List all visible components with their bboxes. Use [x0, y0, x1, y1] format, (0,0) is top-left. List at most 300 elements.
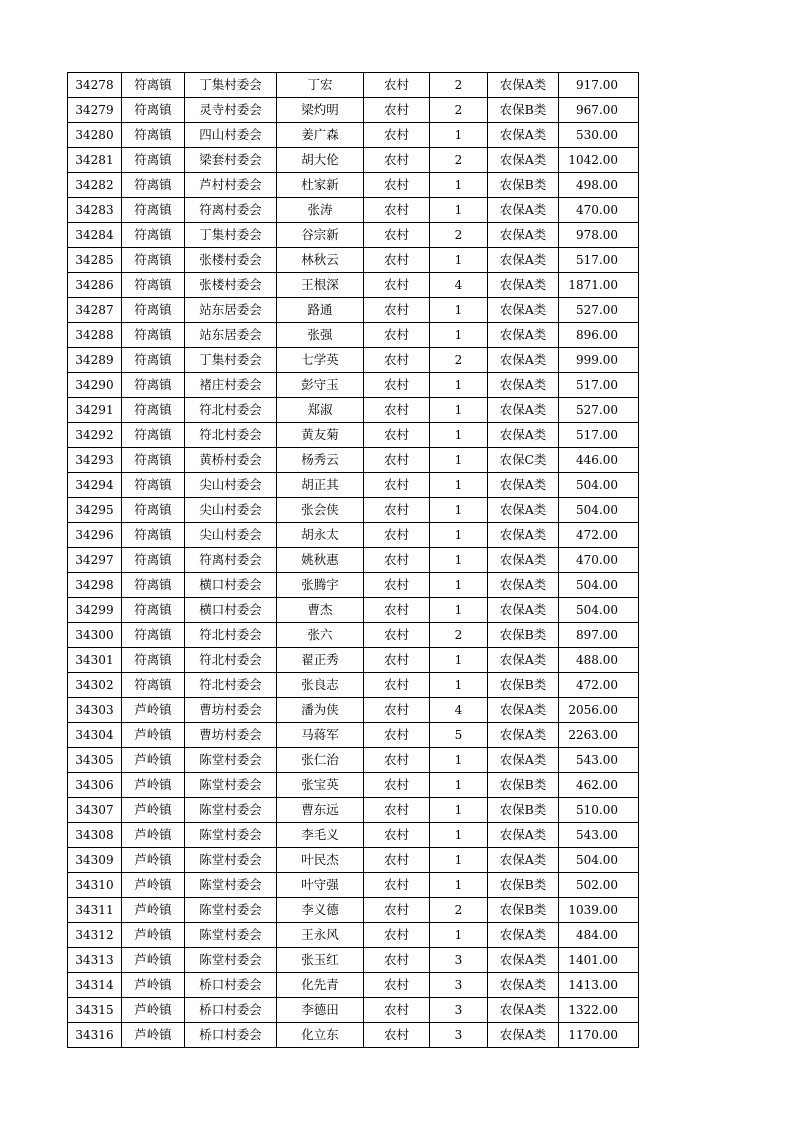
beneficiary-table — [67, 72, 639, 1048]
cell-town: 符离镇 — [122, 573, 185, 598]
cell-household-type: 农村 — [364, 198, 430, 223]
table-row — [68, 873, 639, 898]
cell-amount: 897.00 — [559, 623, 639, 648]
cell-village-committee: 陈堂村委会 — [185, 948, 277, 973]
cell-record-id: 34306 — [68, 773, 122, 798]
cell-village-committee: 尖山村委会 — [185, 498, 277, 523]
cell-amount: 446.00 — [559, 448, 639, 473]
cell-town: 符离镇 — [122, 448, 185, 473]
cell-household-type: 农村 — [364, 773, 430, 798]
cell-name: 张强 — [277, 323, 364, 348]
cell-town: 符离镇 — [122, 223, 185, 248]
cell-village-committee: 张楼村委会 — [185, 273, 277, 298]
cell-record-id: 34299 — [68, 598, 122, 623]
table-row — [68, 998, 639, 1023]
cell-name: 张宝英 — [277, 773, 364, 798]
cell-town: 符离镇 — [122, 473, 185, 498]
table-row — [68, 523, 639, 548]
cell-name: 叶守强 — [277, 873, 364, 898]
cell-household-type: 农村 — [364, 673, 430, 698]
cell-member-count: 1 — [430, 873, 488, 898]
cell-insurance-category: 农保A类 — [488, 123, 559, 148]
cell-insurance-category: 农保B类 — [488, 898, 559, 923]
cell-name: 谷宗新 — [277, 223, 364, 248]
cell-amount: 967.00 — [559, 98, 639, 123]
cell-amount: 470.00 — [559, 198, 639, 223]
cell-member-count: 1 — [430, 398, 488, 423]
cell-amount: 504.00 — [559, 598, 639, 623]
cell-record-id: 34304 — [68, 723, 122, 748]
cell-name: 七学英 — [277, 348, 364, 373]
cell-village-committee: 四山村委会 — [185, 123, 277, 148]
cell-insurance-category: 农保B类 — [488, 773, 559, 798]
cell-record-id: 34316 — [68, 1023, 122, 1048]
cell-insurance-category: 农保A类 — [488, 273, 559, 298]
cell-household-type: 农村 — [364, 548, 430, 573]
table-row — [68, 248, 639, 273]
cell-town: 符离镇 — [122, 648, 185, 673]
cell-record-id: 34314 — [68, 973, 122, 998]
cell-insurance-category: 农保A类 — [488, 198, 559, 223]
cell-insurance-category: 农保B类 — [488, 798, 559, 823]
cell-village-committee: 陈堂村委会 — [185, 773, 277, 798]
cell-amount: 999.00 — [559, 348, 639, 373]
cell-member-count: 1 — [430, 423, 488, 448]
cell-insurance-category: 农保A类 — [488, 523, 559, 548]
cell-record-id: 34296 — [68, 523, 122, 548]
table-row — [68, 323, 639, 348]
cell-amount: 504.00 — [559, 573, 639, 598]
cell-household-type: 农村 — [364, 748, 430, 773]
cell-household-type: 农村 — [364, 148, 430, 173]
cell-insurance-category: 农保B类 — [488, 673, 559, 698]
cell-village-committee: 符离村委会 — [185, 548, 277, 573]
cell-village-committee: 丁集村委会 — [185, 348, 277, 373]
cell-town: 芦岭镇 — [122, 823, 185, 848]
cell-amount: 462.00 — [559, 773, 639, 798]
cell-member-count: 2 — [430, 148, 488, 173]
cell-town: 芦岭镇 — [122, 748, 185, 773]
cell-amount: 488.00 — [559, 648, 639, 673]
table-row — [68, 923, 639, 948]
cell-record-id: 34283 — [68, 198, 122, 223]
cell-village-committee: 站东居委会 — [185, 323, 277, 348]
cell-amount: 1871.00 — [559, 273, 639, 298]
cell-village-committee: 尖山村委会 — [185, 473, 277, 498]
cell-village-committee: 梁套村委会 — [185, 148, 277, 173]
cell-name: 叶民杰 — [277, 848, 364, 873]
table-row — [68, 1023, 639, 1048]
cell-member-count: 2 — [430, 73, 488, 98]
cell-insurance-category: 农保A类 — [488, 598, 559, 623]
cell-record-id: 34290 — [68, 373, 122, 398]
cell-amount: 504.00 — [559, 848, 639, 873]
cell-town: 符离镇 — [122, 498, 185, 523]
cell-record-id: 34280 — [68, 123, 122, 148]
cell-household-type: 农村 — [364, 173, 430, 198]
cell-insurance-category: 农保A类 — [488, 948, 559, 973]
table-row — [68, 598, 639, 623]
cell-amount: 527.00 — [559, 298, 639, 323]
cell-amount: 472.00 — [559, 673, 639, 698]
cell-town: 芦岭镇 — [122, 723, 185, 748]
cell-village-committee: 桥口村委会 — [185, 973, 277, 998]
cell-record-id: 34298 — [68, 573, 122, 598]
cell-record-id: 34287 — [68, 298, 122, 323]
table-row — [68, 973, 639, 998]
cell-household-type: 农村 — [364, 648, 430, 673]
cell-town: 符离镇 — [122, 548, 185, 573]
cell-member-count: 1 — [430, 773, 488, 798]
cell-household-type: 农村 — [364, 873, 430, 898]
cell-name: 李德田 — [277, 998, 364, 1023]
cell-member-count: 1 — [430, 473, 488, 498]
cell-record-id: 34289 — [68, 348, 122, 373]
table-row — [68, 573, 639, 598]
cell-insurance-category: 农保A类 — [488, 223, 559, 248]
table-row — [68, 748, 639, 773]
cell-amount: 1039.00 — [559, 898, 639, 923]
cell-name: 黄友菊 — [277, 423, 364, 448]
cell-amount: 1401.00 — [559, 948, 639, 973]
cell-record-id: 34282 — [68, 173, 122, 198]
cell-member-count: 3 — [430, 1023, 488, 1048]
cell-household-type: 农村 — [364, 948, 430, 973]
cell-insurance-category: 农保A类 — [488, 148, 559, 173]
cell-town: 符离镇 — [122, 148, 185, 173]
cell-town: 芦岭镇 — [122, 798, 185, 823]
cell-member-count: 1 — [430, 448, 488, 473]
table-row — [68, 348, 639, 373]
cell-name: 路通 — [277, 298, 364, 323]
cell-name: 翟正秀 — [277, 648, 364, 673]
cell-member-count: 3 — [430, 973, 488, 998]
cell-amount: 527.00 — [559, 398, 639, 423]
cell-town: 芦岭镇 — [122, 998, 185, 1023]
cell-town: 符离镇 — [122, 623, 185, 648]
cell-town: 符离镇 — [122, 323, 185, 348]
cell-name: 王根深 — [277, 273, 364, 298]
cell-village-committee: 陈堂村委会 — [185, 748, 277, 773]
table-row — [68, 698, 639, 723]
cell-insurance-category: 农保A类 — [488, 548, 559, 573]
cell-town: 芦岭镇 — [122, 948, 185, 973]
cell-member-count: 1 — [430, 498, 488, 523]
cell-name: 丁宏 — [277, 73, 364, 98]
cell-insurance-category: 农保A类 — [488, 473, 559, 498]
cell-name: 杜家新 — [277, 173, 364, 198]
cell-record-id: 34303 — [68, 698, 122, 723]
cell-name: 姜广森 — [277, 123, 364, 148]
cell-village-committee: 陈堂村委会 — [185, 848, 277, 873]
cell-member-count: 1 — [430, 648, 488, 673]
cell-name: 化立东 — [277, 1023, 364, 1048]
cell-insurance-category: 农保A类 — [488, 573, 559, 598]
cell-insurance-category: 农保A类 — [488, 1023, 559, 1048]
cell-insurance-category: 农保A类 — [488, 973, 559, 998]
cell-amount: 502.00 — [559, 873, 639, 898]
cell-village-committee: 桥口村委会 — [185, 1023, 277, 1048]
cell-amount: 896.00 — [559, 323, 639, 348]
cell-village-committee: 陈堂村委会 — [185, 798, 277, 823]
cell-town: 符离镇 — [122, 423, 185, 448]
cell-village-committee: 张楼村委会 — [185, 248, 277, 273]
cell-record-id: 34278 — [68, 73, 122, 98]
cell-record-id: 34291 — [68, 398, 122, 423]
cell-amount: 504.00 — [559, 498, 639, 523]
cell-village-committee: 陈堂村委会 — [185, 923, 277, 948]
cell-member-count: 4 — [430, 698, 488, 723]
cell-name: 胡大伦 — [277, 148, 364, 173]
cell-member-count: 1 — [430, 198, 488, 223]
cell-household-type: 农村 — [364, 1023, 430, 1048]
cell-town: 符离镇 — [122, 173, 185, 198]
table-row — [68, 898, 639, 923]
cell-amount: 1170.00 — [559, 1023, 639, 1048]
cell-member-count: 1 — [430, 923, 488, 948]
cell-record-id: 34315 — [68, 998, 122, 1023]
cell-amount: 517.00 — [559, 248, 639, 273]
cell-name: 梁灼明 — [277, 98, 364, 123]
cell-member-count: 1 — [430, 523, 488, 548]
cell-name: 郑淑 — [277, 398, 364, 423]
cell-village-committee: 丁集村委会 — [185, 223, 277, 248]
cell-village-committee: 符北村委会 — [185, 398, 277, 423]
table-row — [68, 773, 639, 798]
cell-amount: 517.00 — [559, 423, 639, 448]
cell-record-id: 34302 — [68, 673, 122, 698]
cell-name: 李义德 — [277, 898, 364, 923]
cell-household-type: 农村 — [364, 398, 430, 423]
cell-name: 胡永太 — [277, 523, 364, 548]
table-row — [68, 723, 639, 748]
cell-amount: 978.00 — [559, 223, 639, 248]
cell-village-committee: 曹坊村委会 — [185, 698, 277, 723]
cell-name: 化先青 — [277, 973, 364, 998]
cell-household-type: 农村 — [364, 423, 430, 448]
table-row — [68, 423, 639, 448]
cell-town: 芦岭镇 — [122, 773, 185, 798]
cell-amount: 504.00 — [559, 473, 639, 498]
cell-village-committee: 褚庄村委会 — [185, 373, 277, 398]
cell-insurance-category: 农保A类 — [488, 848, 559, 873]
cell-village-committee: 横口村委会 — [185, 598, 277, 623]
table-row — [68, 173, 639, 198]
cell-insurance-category: 农保A类 — [488, 498, 559, 523]
cell-insurance-category: 农保A类 — [488, 648, 559, 673]
cell-insurance-category: 农保A类 — [488, 398, 559, 423]
cell-town: 芦岭镇 — [122, 873, 185, 898]
cell-household-type: 农村 — [364, 723, 430, 748]
table-row — [68, 373, 639, 398]
cell-insurance-category: 农保A类 — [488, 298, 559, 323]
table-row — [68, 623, 639, 648]
cell-town: 符离镇 — [122, 673, 185, 698]
cell-insurance-category: 农保A类 — [488, 998, 559, 1023]
cell-town: 符离镇 — [122, 348, 185, 373]
cell-record-id: 34305 — [68, 748, 122, 773]
cell-village-committee: 陈堂村委会 — [185, 823, 277, 848]
cell-record-id: 34294 — [68, 473, 122, 498]
cell-household-type: 农村 — [364, 348, 430, 373]
cell-amount: 2056.00 — [559, 698, 639, 723]
cell-name: 张仁治 — [277, 748, 364, 773]
table-row — [68, 498, 639, 523]
cell-town: 芦岭镇 — [122, 973, 185, 998]
cell-name: 杨秀云 — [277, 448, 364, 473]
cell-household-type: 农村 — [364, 448, 430, 473]
cell-town: 芦岭镇 — [122, 848, 185, 873]
cell-insurance-category: 农保A类 — [488, 73, 559, 98]
cell-member-count: 1 — [430, 673, 488, 698]
cell-name: 马蒋军 — [277, 723, 364, 748]
cell-record-id: 34286 — [68, 273, 122, 298]
cell-household-type: 农村 — [364, 523, 430, 548]
table-row — [68, 298, 639, 323]
cell-member-count: 2 — [430, 898, 488, 923]
table-row — [68, 648, 639, 673]
cell-town: 符离镇 — [122, 123, 185, 148]
cell-amount: 543.00 — [559, 748, 639, 773]
cell-insurance-category: 农保A类 — [488, 323, 559, 348]
cell-amount: 543.00 — [559, 823, 639, 848]
cell-town: 符离镇 — [122, 373, 185, 398]
cell-village-committee: 横口村委会 — [185, 573, 277, 598]
cell-town: 符离镇 — [122, 398, 185, 423]
cell-member-count: 1 — [430, 823, 488, 848]
cell-amount: 510.00 — [559, 798, 639, 823]
cell-insurance-category: 农保A类 — [488, 823, 559, 848]
table-row — [68, 273, 639, 298]
cell-insurance-category: 农保C类 — [488, 448, 559, 473]
cell-record-id: 34313 — [68, 948, 122, 973]
table-body — [68, 73, 639, 1048]
cell-insurance-category: 农保A类 — [488, 748, 559, 773]
cell-amount: 1042.00 — [559, 148, 639, 173]
cell-village-committee: 黄桥村委会 — [185, 448, 277, 473]
cell-amount: 470.00 — [559, 548, 639, 573]
cell-village-committee: 桥口村委会 — [185, 998, 277, 1023]
cell-member-count: 2 — [430, 348, 488, 373]
cell-member-count: 1 — [430, 848, 488, 873]
cell-member-count: 2 — [430, 98, 488, 123]
cell-household-type: 农村 — [364, 73, 430, 98]
cell-name: 胡正其 — [277, 473, 364, 498]
cell-insurance-category: 农保A类 — [488, 698, 559, 723]
cell-household-type: 农村 — [364, 598, 430, 623]
cell-record-id: 34285 — [68, 248, 122, 273]
cell-village-committee: 符北村委会 — [185, 648, 277, 673]
cell-village-committee: 灵寺村委会 — [185, 98, 277, 123]
table-row — [68, 673, 639, 698]
cell-member-count: 4 — [430, 273, 488, 298]
cell-town: 符离镇 — [122, 248, 185, 273]
cell-record-id: 34310 — [68, 873, 122, 898]
cell-household-type: 农村 — [364, 248, 430, 273]
cell-village-committee: 符北村委会 — [185, 623, 277, 648]
cell-insurance-category: 农保B类 — [488, 173, 559, 198]
cell-insurance-category: 农保A类 — [488, 723, 559, 748]
cell-town: 符离镇 — [122, 598, 185, 623]
cell-insurance-category: 农保B类 — [488, 623, 559, 648]
cell-town: 芦岭镇 — [122, 923, 185, 948]
cell-amount: 917.00 — [559, 73, 639, 98]
table-row — [68, 398, 639, 423]
cell-record-id: 34312 — [68, 923, 122, 948]
cell-household-type: 农村 — [364, 998, 430, 1023]
cell-town: 符离镇 — [122, 198, 185, 223]
cell-record-id: 34288 — [68, 323, 122, 348]
cell-household-type: 农村 — [364, 273, 430, 298]
cell-member-count: 1 — [430, 798, 488, 823]
cell-household-type: 农村 — [364, 823, 430, 848]
cell-town: 符离镇 — [122, 273, 185, 298]
table-row — [68, 473, 639, 498]
cell-member-count: 1 — [430, 248, 488, 273]
cell-town: 芦岭镇 — [122, 698, 185, 723]
cell-household-type: 农村 — [364, 973, 430, 998]
cell-amount: 2263.00 — [559, 723, 639, 748]
cell-town: 符离镇 — [122, 73, 185, 98]
cell-insurance-category: 农保B类 — [488, 873, 559, 898]
cell-member-count: 1 — [430, 598, 488, 623]
cell-member-count: 1 — [430, 323, 488, 348]
table-row — [68, 548, 639, 573]
cell-record-id: 34308 — [68, 823, 122, 848]
cell-household-type: 农村 — [364, 898, 430, 923]
cell-record-id: 34307 — [68, 798, 122, 823]
cell-record-id: 34284 — [68, 223, 122, 248]
table-row — [68, 223, 639, 248]
cell-town: 符离镇 — [122, 298, 185, 323]
cell-member-count: 5 — [430, 723, 488, 748]
cell-record-id: 34279 — [68, 98, 122, 123]
cell-name: 张涛 — [277, 198, 364, 223]
cell-name: 彭守玉 — [277, 373, 364, 398]
cell-household-type: 农村 — [364, 123, 430, 148]
cell-record-id: 34295 — [68, 498, 122, 523]
cell-member-count: 1 — [430, 573, 488, 598]
cell-name: 曹杰 — [277, 598, 364, 623]
cell-village-committee: 陈堂村委会 — [185, 873, 277, 898]
cell-name: 李毛义 — [277, 823, 364, 848]
cell-household-type: 农村 — [364, 498, 430, 523]
cell-record-id: 34281 — [68, 148, 122, 173]
cell-amount: 1322.00 — [559, 998, 639, 1023]
cell-village-committee: 芦村村委会 — [185, 173, 277, 198]
cell-name: 潘为侠 — [277, 698, 364, 723]
cell-household-type: 农村 — [364, 798, 430, 823]
cell-record-id: 34292 — [68, 423, 122, 448]
cell-village-committee: 陈堂村委会 — [185, 898, 277, 923]
cell-name: 王永风 — [277, 923, 364, 948]
cell-amount: 530.00 — [559, 123, 639, 148]
cell-name: 姚秋惠 — [277, 548, 364, 573]
cell-insurance-category: 农保A类 — [488, 373, 559, 398]
cell-member-count: 3 — [430, 948, 488, 973]
table-row — [68, 848, 639, 873]
cell-household-type: 农村 — [364, 573, 430, 598]
cell-town: 芦岭镇 — [122, 898, 185, 923]
cell-record-id: 34293 — [68, 448, 122, 473]
cell-village-committee: 曹坊村委会 — [185, 723, 277, 748]
cell-amount: 472.00 — [559, 523, 639, 548]
cell-name: 张六 — [277, 623, 364, 648]
cell-household-type: 农村 — [364, 923, 430, 948]
cell-household-type: 农村 — [364, 323, 430, 348]
cell-member-count: 1 — [430, 373, 488, 398]
cell-member-count: 1 — [430, 123, 488, 148]
